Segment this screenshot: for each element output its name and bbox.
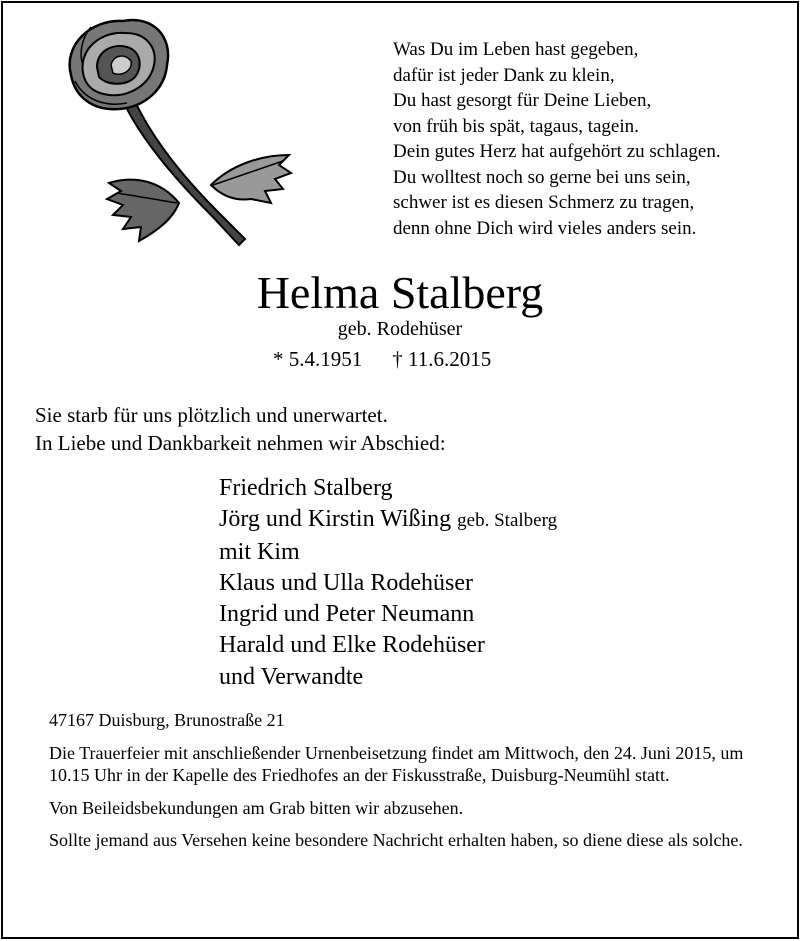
poem-line: dafür ist jeder Dank zu klein, — [393, 64, 615, 86]
poem-line: denn ohne Dich wird vieles anders sein. — [393, 217, 697, 239]
life-dates — [273, 345, 491, 373]
mourner: Klaus und Ulla Rodehüser — [219, 569, 473, 596]
poem-line: schwer ist es diesen Schmerz zu tragen, — [393, 192, 695, 213]
mourner: und Verwandte — [219, 663, 364, 690]
mourner: Friedrich Stalberg — [219, 475, 393, 501]
poem-line: von früh bis spät, tagaus, tagein. — [393, 115, 639, 137]
mourner: Harald und Elke Rodehüser — [219, 632, 485, 659]
birth-date: * 5.4.1951 — [273, 347, 363, 371]
intro-line: In Liebe und Dankbarkeit nehmen wir Abschied: — [35, 431, 446, 455]
intro-line: Sie starb für uns plötzlich und unerwartet. — [35, 403, 388, 427]
poem-line: Du wolltest noch so gerne bei uns sein, — [393, 166, 691, 188]
poem — [393, 37, 721, 241]
notification-note: Sollte jemand aus Versehen keine besondere Nachricht erhalten haben, so diene diese als solche. — [49, 830, 743, 850]
death-date: † 11.6.2015 — [392, 347, 492, 371]
intro-text — [35, 401, 446, 457]
poem-line: Dein gutes Herz hat aufgehört zu schlagen. — [393, 141, 721, 162]
mourner: Ingrid und Peter Neumann — [219, 601, 475, 628]
mourner-name: Jörg und Kirstin Wißing — [219, 506, 452, 533]
rose-icon — [61, 15, 301, 247]
mourner: mit Kim — [219, 538, 300, 565]
maiden-name: geb. Rodehüser — [337, 318, 463, 340]
mourners-list — [219, 473, 557, 693]
deceased-name: Helma Stalberg — [256, 267, 544, 318]
poem-line: Du hast gesorgt für Deine Lieben, — [393, 90, 652, 111]
poem-line: Was Du im Leben hast gegeben, — [393, 39, 639, 60]
address: 47167 Duisburg, Brunostraße 21 — [49, 710, 285, 730]
condolence-note: Von Beileidsbekundungen am Grab bitten wir abzusehen. — [49, 797, 464, 818]
mourner — [219, 504, 557, 536]
footer — [49, 709, 779, 862]
funeral-info: Die Trauerfeier mit anschließender Urnenbeisetzung findet am Mittwoch, den 24. Juni 2015, um 10.15 Uhr in der Kapelle des Friedhofes an der Fiskusstraße, Duisburg-Neumühl statt. — [49, 742, 744, 785]
mourner-maiden: geb. Stalberg — [457, 510, 558, 532]
obituary-notice — [1, 1, 799, 939]
